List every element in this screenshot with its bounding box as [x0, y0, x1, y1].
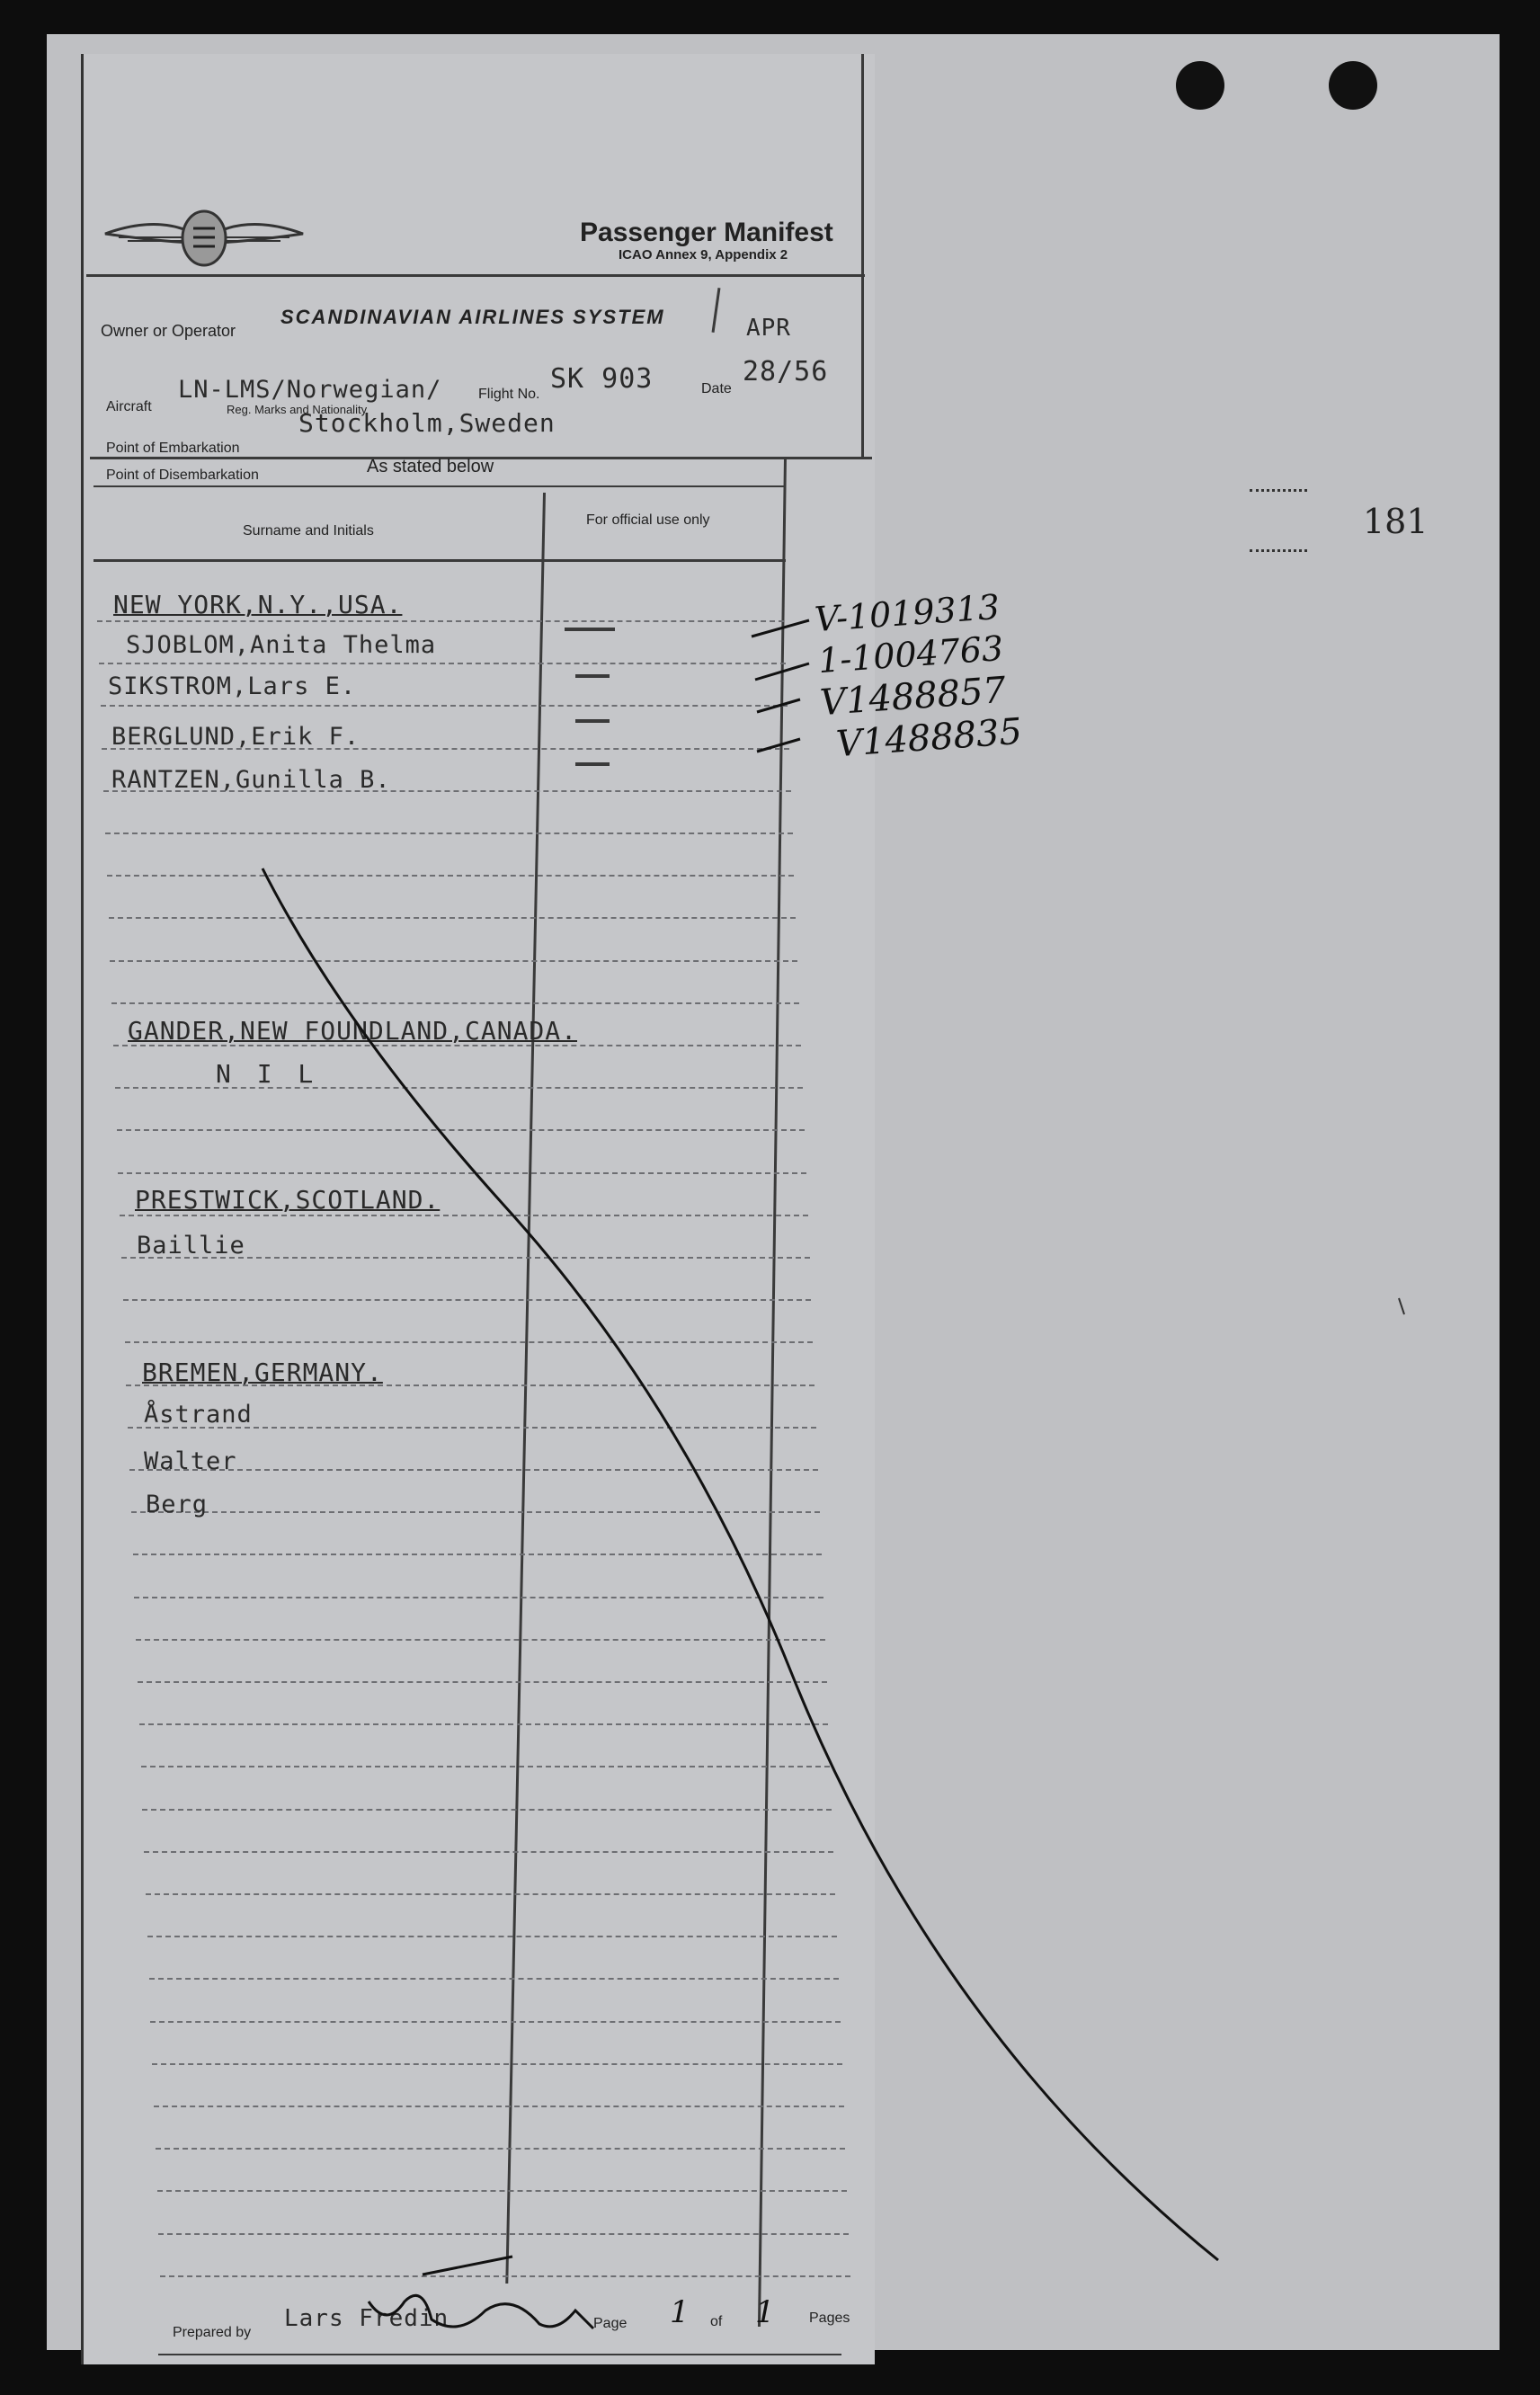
passenger-name: Åstrand [144, 1401, 253, 1429]
date-month: APR [746, 315, 791, 342]
pages-label: Pages [809, 2310, 850, 2326]
aircraft-label: Aircraft [106, 399, 152, 414]
signature-icon [333, 2248, 602, 2346]
passenger-name: SJOBLOM,Anita Thelma [126, 631, 437, 659]
official-column-header: For official use only [586, 512, 710, 528]
passenger-name: Berg [146, 1491, 209, 1518]
flight-no-label: Flight No. [478, 387, 540, 402]
of-label: of [710, 2314, 723, 2329]
passenger-name: RANTZEN,Gunilla B. [111, 766, 391, 794]
prepared-by-value: Lars Fredin [284, 2305, 450, 2332]
section-heading: NEW YORK,N.Y.,USA. [113, 590, 403, 619]
manifest-subtitle: ICAO Annex 9, Appendix 2 [619, 247, 788, 263]
section-heading: PRESTWICK,SCOTLAND. [135, 1185, 441, 1215]
passenger-name: SIKSTROM,Lars E. [108, 672, 357, 700]
passenger-name: Baillie [137, 1232, 245, 1260]
surname-column-header: Surname and Initials [243, 523, 374, 539]
aircraft-value: LN-LMS/Norwegian/ [178, 376, 442, 404]
total-pages: 1 [755, 2294, 775, 2330]
prepared-by-label: Prepared by [173, 2325, 252, 2340]
page-number: 1 [670, 2294, 690, 2330]
footer-rule [158, 2354, 841, 2355]
disembarkation-label: Point of Disembarkation [106, 467, 259, 483]
embarkation-value: Stockholm,Sweden [298, 408, 556, 438]
manifest-title: Passenger Manifest [580, 218, 833, 247]
nil-entry: N I L [216, 1059, 319, 1089]
section-heading: GANDER,NEW FOUNDLAND,CANADA. [128, 1016, 578, 1046]
official-note: V-1019313 [813, 586, 1001, 640]
section-heading: BREMEN,GERMANY. [142, 1358, 383, 1387]
date-label: Date [701, 381, 732, 396]
reg-marks-label: Reg. Marks and Nationality [227, 403, 368, 416]
page-label: Page [593, 2316, 628, 2331]
passenger-name: Walter [144, 1447, 237, 1475]
official-note: V1488835 [834, 710, 1024, 766]
official-note: V1488857 [818, 669, 1008, 725]
page-stamp-number: 181 [1363, 502, 1429, 541]
owner-value: SCANDINAVIAN AIRLINES SYSTEM [280, 306, 665, 328]
owner-label: Owner or Operator [101, 322, 236, 340]
embarkation-label: Point of Embarkation [106, 441, 240, 456]
date-value: 28/56 [743, 356, 829, 387]
disembarkation-value: As stated below [367, 457, 494, 476]
passenger-name: BERGLUND,Erik F. [111, 723, 361, 751]
flight-no-value: SK 903 [550, 363, 654, 395]
official-note: 1-1004763 [816, 628, 1005, 681]
